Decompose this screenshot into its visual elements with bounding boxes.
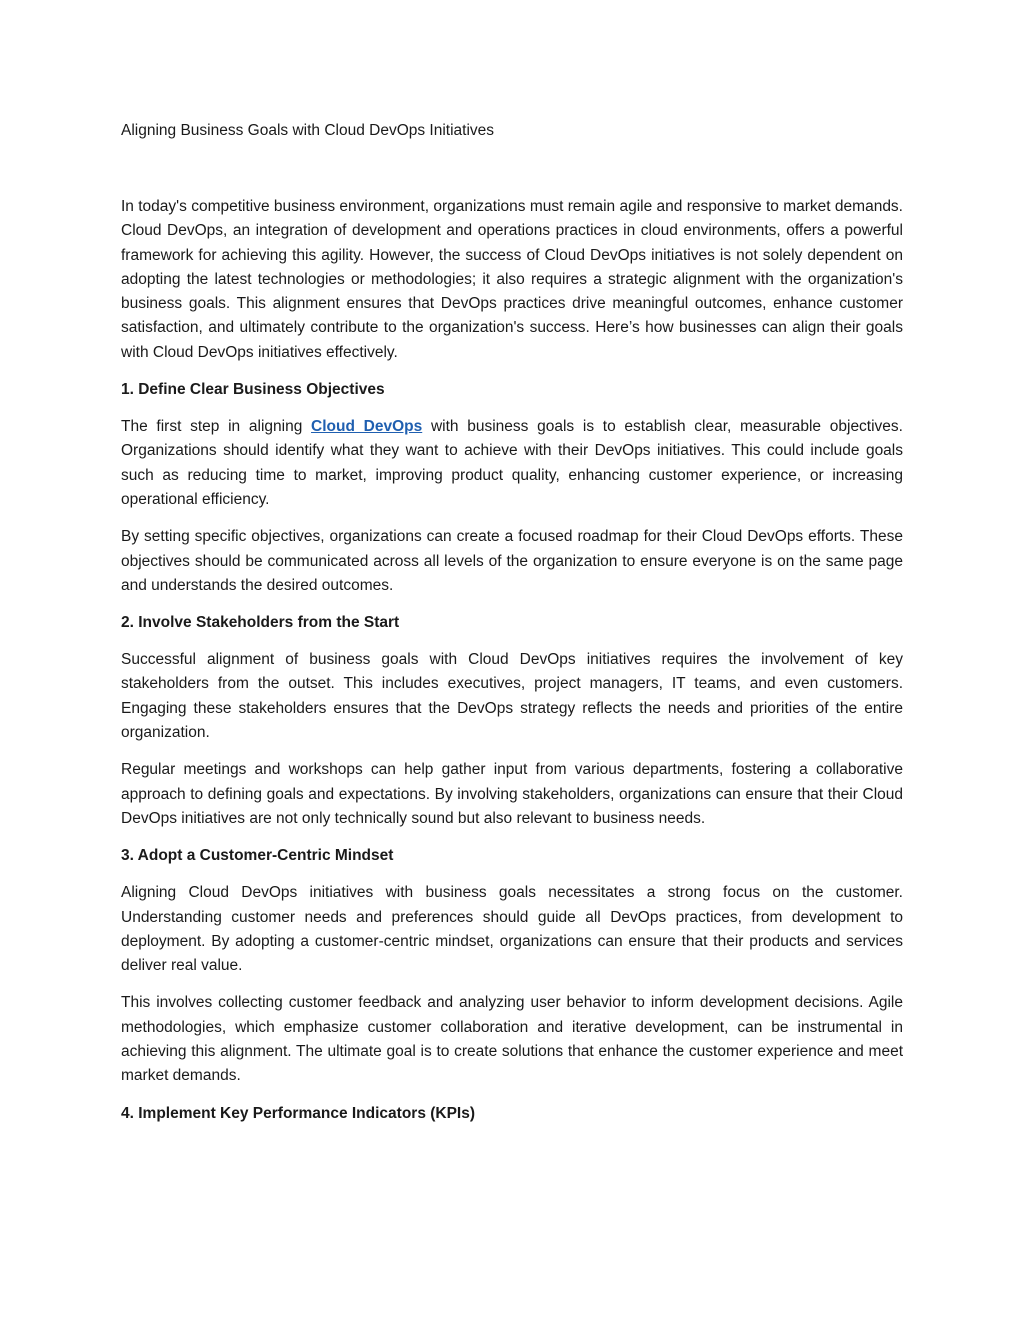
cloud-devops-link[interactable]: Cloud DevOps [311, 418, 423, 436]
section-1-text-before-link: The first step in aligning [121, 418, 312, 436]
section-3-paragraph-2: This involves collecting customer feedback and analyzing user behavior to inform development decisions. Agile methodologies, which emphasize customer collaboration and iterative development, can be instrumental in achieving this alignment. The ultimate goal is to create solutions that enhance the customer experience and meet market demands. [121, 994, 903, 1085]
section-3-heading: 3. Adopt a Customer-Centric Mindset [121, 847, 394, 865]
section-2-paragraph-1: Successful alignment of business goals with Cloud DevOps initiatives requires the involvement of key stakeholders from the outset. This includes executives, project managers, IT teams, and even customers. Engaging these stakeholders ensures that the DevOps strategy reflects the needs and priorities of the entire organization. [121, 651, 903, 742]
section-2-heading: 2. Involve Stakeholders from the Start [121, 614, 400, 632]
section-1-paragraph-2: By setting specific objectives, organizations can create a focused roadmap for their Cloud DevOps efforts. These objectives should be communicated across all levels of the organization to ensure everyone is on the same page and understands the desired outcomes. [121, 528, 903, 594]
section-4-heading: 4. Implement Key Performance Indicators (KPIs) [121, 1104, 476, 1122]
section-1-paragraph-1 [121, 415, 903, 512]
document-title: Aligning Business Goals with Cloud DevOps Initiatives [121, 122, 495, 139]
section-3-paragraph-1: Aligning Cloud DevOps initiatives with business goals necessitates a strong focus on the customer. Understanding customer needs and preferences should guide all DevOps practices, from development to deployment. By adopting a customer-centric mindset, organizations can ensure that their products and services deliver real value. [121, 884, 903, 975]
intro-paragraph: In today's competitive business environment, organizations must remain agile and responsive to market demands. Cloud DevOps, an integration of development and operations practices in cloud environments, offers a powerful framework for achieving this agility. However, the success of Cloud DevOps initiatives is not solely dependent on adopting the latest technologies or methodologies; it also requires a strategic alignment with the organization's business goals. This alignment ensures that DevOps practices drive meaningful outcomes, enhance customer satisfaction, and ultimately contribute to the organization's success. Here’s how businesses can align their goals with Cloud DevOps initiatives effectively. [121, 198, 903, 361]
section-2-paragraph-2: Regular meetings and workshops can help gather input from various departments, fostering a collaborative approach to defining goals and expectations. By involving stakeholders, organizations can ensure that their Cloud DevOps initiatives are not only technically sound but also relevant to business needs. [121, 761, 903, 827]
section-1-text-after-link: with business goals is to establish clear, measurable objectives. Organizations should identify what they want to achieve with their DevOps initiatives. This could include goals such as reducing time to market, improving product quality, enhancing customer experience, or increasing operational efficiency. [121, 418, 903, 508]
document-page [121, 119, 903, 1139]
section-1-heading: 1. Define Clear Business Objectives [121, 381, 385, 399]
